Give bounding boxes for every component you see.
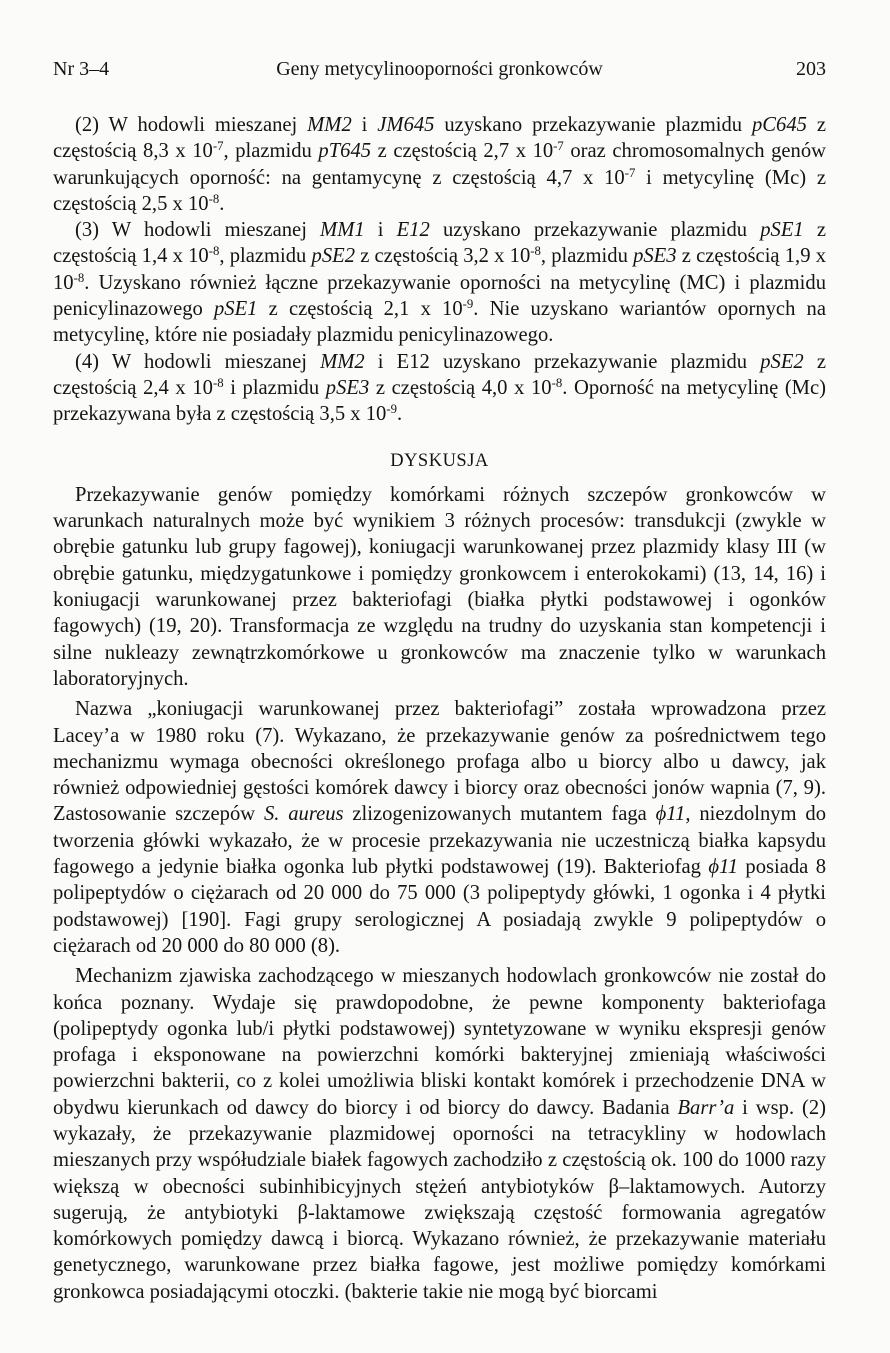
paragraph-discussion-1: Przekazywanie genów pomiędzy komórkami różnych szczepów gronkowców w warunkach naturalnych może być wynikiem 3 różnych procesów: transdukcji (zwykle w obrębie gatunku lub grupy fagowej), koniugacji warunkowanej przez plazmidy klasy III (w obrębie gatunku, międzygatunkowe i pomiędzy gronkowcem i enterokokami) (13, 14, 16) i koniugacji warunkowanej przez bakteriofagi (białka płytki podstawowej i ogonków fagowych) (19, 20). Transformacja ze względu na trudny do uzyskania stan kompetencji i silne nukleazy zewnątrzkomórkowe u gronkowców ma znaczenie tylko w warunkach laboratoryjnych. [53, 483, 826, 690]
page [53, 55, 826, 1305]
paragraph-result-3: (3) W hodowli mieszanej MM1 i E12 uzyskano przekazywanie plazmidu pSE1 z częstością 1,4 x $10^{-8}$, plazmidu pSE2 z częstością 3,2 x $10^{-8}$, plazmidu pSE3 z częstością 1,9 x $10^{-8}$. Uzyskano również łączne przekazywanie oporności na metycylinę (MC) i plazmidu penicylinazowego pSE1 z częstością 2,1 x $10^{-9}$. Nie uzyskano wariantów opornych na metycylinę, które nie posiadały plazmidu penicylinazowego. [53, 219, 826, 347]
running-title: Geny metycylinooporności gronkowców [276, 58, 603, 80]
journal-issue: Nr 3–4 [53, 58, 110, 80]
paragraph-discussion-3: Mechanizm zjawiska zachodzącego w mieszanych hodowlach gronkowców nie został do końca poznany. Wydaje się prawdopodobne, że pewne komponenty bakteriofaga (polipeptydy ogonka lub/i płytki podstawowej) syntetyzowane w wyniku ekspresji genów profaga i eksponowane na powierzchni komórki bakteryjnej zmieniają właściwości powierzchni bakterii, co z kolei umożliwia bliski kontakt komórek i przechodzenie DNA w obydwu kierunkach od dawcy do biorcy i od biorcy do dawcy. Badania Barr’a i wsp. (2) wykazały, że przekazywanie plazmidowej oporności na tetracykliny w hodowlach mieszanych przy współudziale białek fagowych zachodziło z częstością ok. 100 do 1000 razy większą w obecności subinhibicyjnych stężeń antybiotyków β–laktamowych. Autorzy sugerują, że antybiotyki β-laktamowe zwiększają częstość formowania agregatów komórkowych pomiędzy dawcą i biorcą. Wykazano również, że przekazywanie materiału genetycznego, warunkowane przez białka fagowe, jest możliwe pomiędzy komórkami gronkowca posiadającymi otoczki. (bakterie takie nie mogą być biorcami [53, 965, 826, 1303]
paragraph-result-2: (2) W hodowli mieszanej MM2 i JM645 uzyskano przekazywanie plazmidu pC645 z częstością 8,3 x $10^{-7}$, plazmidu pT645 z częstością 2,7 x $10^{-7}$ oraz chromosomalnych genów warunkujących oporność: na gentamycynę z częstością 4,7 x $10^{-7}$ i metycylinę (Mc) z częstością 2,5 x $10^{-8}$. [53, 114, 826, 215]
paragraph-discussion-2: Nazwa „koniugacji warunkowanej przez bakteriofagi” została wprowadzona przez Lacey’a w 1980 roku (7). Wykazano, że przekazywanie genów za pośrednictwem tego mechanizmu wymaga obecności określonego profaga albo u biorcy albo u dawcy, jak również odpowiedniej gęstości komórek dawcy i biorcy oraz obecności jonów wapnia (7, 9). Zastosowanie szczepów S. aureus zlizogenizowanych mutantem faga ϕ11, niezdolnym do tworzenia główki wykazało, że w procesie przekazywania nie uczestniczą białka kapsydu fagowego a jedynie białka ogonka lub płytki podstawowej (19). Bakteriofag ϕ11 posiada 8 polipeptydów o ciężarach od 20 000 do 75 000 (3 polipeptydy główki, 1 ogonka i 4 płytki podstawowej) [190]. Fagi grupy serologicznej A posiadają zwykle 9 polipeptydów o ciężarach od 20 000 do 80 000 (8). [53, 698, 826, 957]
running-header [53, 55, 826, 83]
article-body [53, 112, 826, 1305]
paragraph-result-4: (4) W hodowli mieszanej MM2 i E12 uzyskano przekazywanie plazmidu pSE2 z częstością 2,4 x $10^{-8}$ i plazmidu pSE3 z częstością 4,0 x $10^{-8}$. Oporność na metycylinę (Mc) przekazywana była z częstością 3,5 x $10^{-9}$. [53, 350, 826, 426]
section-heading: DYSKUSJA [390, 450, 489, 471]
page-number: 203 [796, 58, 826, 80]
